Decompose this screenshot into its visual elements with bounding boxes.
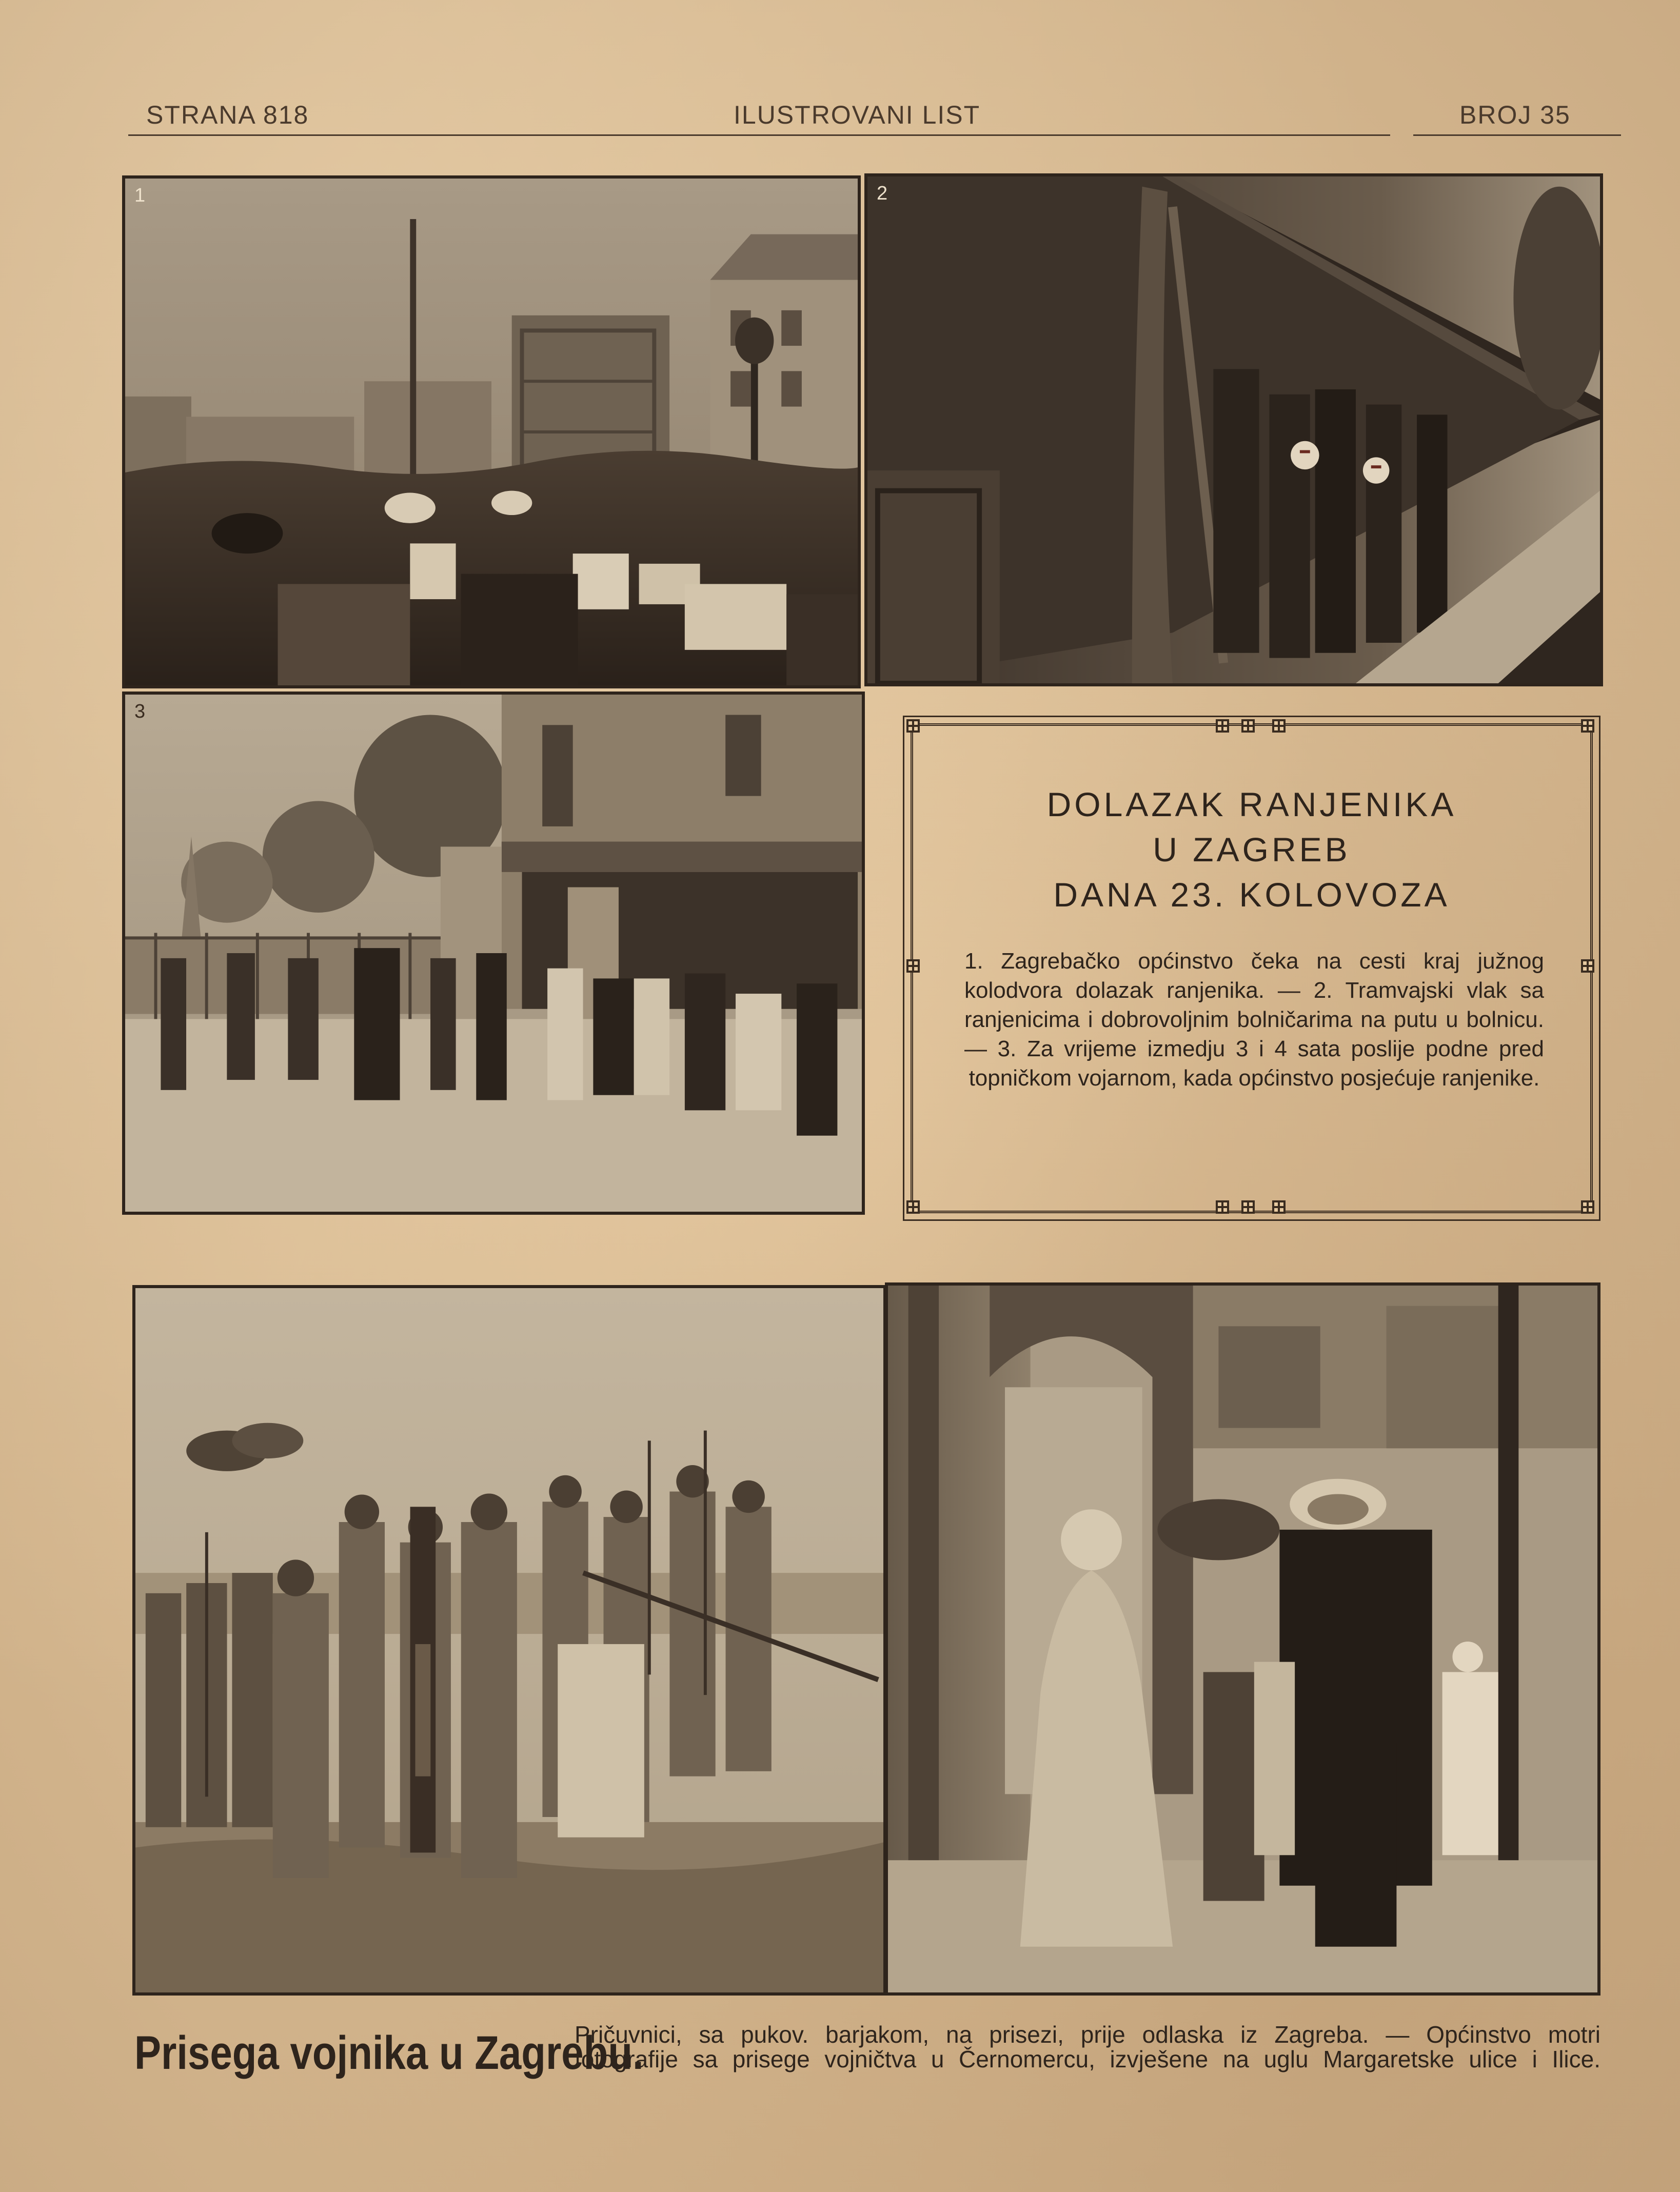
frame-center-ornament: [1272, 1200, 1286, 1214]
header-rule-right: [1413, 134, 1621, 136]
photo-crowd-at-station: [122, 175, 861, 688]
photo-number-2: 2: [877, 183, 888, 204]
frame-corner-ornament: [906, 1200, 920, 1214]
caption-title-line-2: U ZAGREB: [1153, 831, 1351, 868]
photo-visitors-at-barracks: [122, 692, 865, 1215]
photo-crowd-image: [125, 179, 858, 685]
bottom-caption-text: [575, 2022, 1600, 2071]
bottom-caption-title: Prisega vojnika u Zagrebu.: [134, 2026, 644, 2080]
photo-tram-with-wounded: [864, 173, 1603, 686]
header-rule-left: [128, 134, 1390, 136]
frame-side-ornament: [1581, 959, 1594, 973]
caption-title-line-3: DANA 23. KOLOVOZA: [1053, 876, 1450, 914]
frame-center-ornament: [1241, 1200, 1255, 1214]
caption-title-line-1: DOLAZAK RANJENIKA: [1046, 785, 1457, 823]
bottom-caption-line-1: Pričuvnici, sa pukov. barjakom, na prisezi, prije odlaska iz Zagreba. — Općinstvo motri: [575, 2021, 1600, 2048]
bottom-caption-line-2: fotografije sa prisege vojničtva u Černomercu, izvješene na uglu Margaretske ulice i Ilice.: [575, 2046, 1600, 2072]
photo-number-1: 1: [134, 185, 146, 206]
frame-corner-ornament: [1581, 719, 1594, 733]
issue-number: BROJ 35: [1459, 101, 1571, 129]
photo-soldiers-oath: [132, 1285, 886, 1996]
photo-tram-image: [867, 176, 1600, 683]
frame-center-ornament: [1216, 1200, 1229, 1214]
photo-soldiers-image: [135, 1288, 883, 1992]
page-number-label: STRANA 818: [146, 101, 309, 129]
frame-center-ornament: [1272, 719, 1286, 733]
photo-public-viewing: [885, 1282, 1600, 1996]
photo-street-corner-image: [888, 1286, 1597, 1992]
frame-corner-ornament: [1581, 1200, 1594, 1214]
frame-side-ornament: [906, 959, 920, 973]
publication-title: ILUSTROVANI LIST: [734, 101, 981, 129]
frame-center-ornament: [1216, 719, 1229, 733]
photo-number-3: 3: [134, 701, 146, 722]
frame-center-ornament: [1241, 719, 1255, 733]
caption-body-text: 1. Zagrebačko općinstvo čeka na cesti kraj južnog kolodvora dolazak ranjenika. — 2. Tramvajski vlak sa ranjenicima i dobrovoljnim bolničarima na putu u bolnicu. — 3. Za vrijeme izmedju 3 i 4 sata poslije podne pred topničkom vojarnom, kada općinstvo posjećuje ranjenike.: [964, 949, 1544, 1091]
frame-corner-ornament: [906, 719, 920, 733]
photo-barracks-image: [125, 695, 862, 1212]
